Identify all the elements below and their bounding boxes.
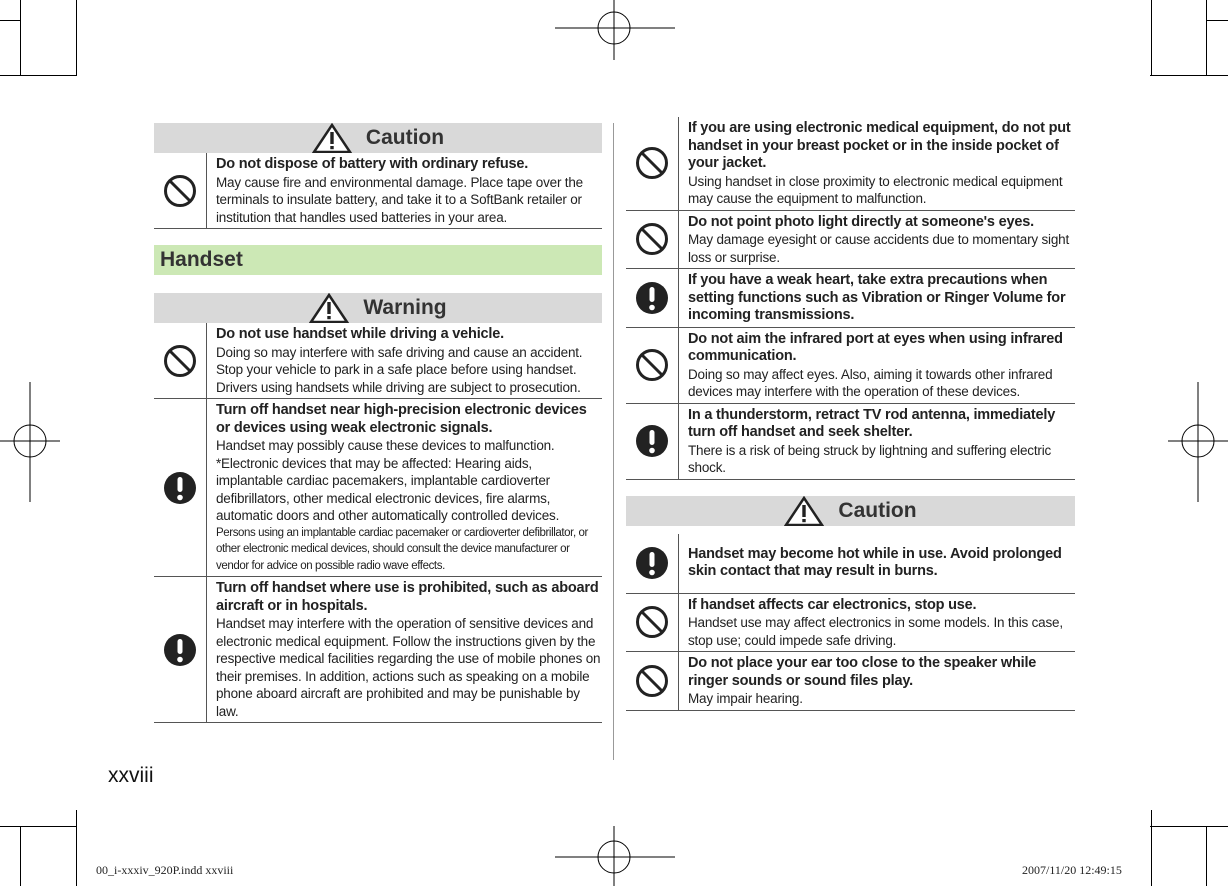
item-body: Using handset in close proximity to electronic medical equipment may cause the equipment to malfunction. — [688, 173, 1063, 206]
symbol-cell — [626, 594, 679, 652]
mandatory-action-icon — [163, 633, 197, 667]
item-title: In a thunderstorm, retract TV rod antenna, immediately turn off handset and seek shelter. — [688, 406, 1056, 440]
item-body: May cause fire and environmental damage. Place tape over the terminals to insulate battery, and take it to a SoftBank retailer or institution that handles used batteries in your area. — [216, 174, 583, 225]
item-title: Do not use handset while driving a vehicle. — [216, 326, 504, 342]
item-text — [679, 594, 1075, 652]
registration-mark-left — [0, 382, 60, 502]
item-body: May impair hearing. — [688, 691, 803, 706]
mandatory-action-icon — [635, 281, 669, 315]
item-title: If handset affects car electronics, stop use. — [688, 596, 977, 613]
prohibition-icon — [635, 348, 669, 382]
section-heading: Handset — [154, 245, 602, 275]
registration-mark-right — [1168, 382, 1228, 502]
item-text — [679, 404, 1075, 479]
list-item — [154, 399, 602, 577]
symbol-cell — [626, 211, 679, 269]
item-title: Turn off handset near high-precision electronic devices or devices using weak electronic signals. — [216, 402, 587, 436]
mandatory-action-icon — [163, 471, 197, 505]
item-body: Doing so may affect eyes. Also, aiming it towards other infrared devices may interfere with the operation of these devices. — [688, 366, 1053, 399]
item-text — [207, 399, 602, 576]
item-title: If you have a weak heart, take extra precautions when setting functions such as Vibration or Ringer Volume for incoming transmissions. — [688, 272, 1066, 323]
item-body: Handset use may affect electronics in some models. In this case, stop use; could impede safe driving. — [688, 615, 1063, 648]
list-item — [626, 211, 1075, 270]
mandatory-action-icon — [635, 546, 669, 580]
warning-triangle-icon — [784, 496, 824, 526]
registration-mark-top — [555, 0, 675, 60]
symbol-cell — [626, 269, 679, 327]
symbol-cell — [154, 153, 207, 228]
item-title: Turn off handset where use is prohibited, such as aboard aircraft or in hospitals. — [216, 580, 599, 614]
file-slug: 00_i-xxxiv_920P.indd xxviii — [96, 863, 234, 877]
item-text — [679, 269, 1075, 327]
item-title: Handset may become hot while in use. Avoid prolonged skin contact that may result in burns. — [688, 545, 1062, 579]
list-item — [154, 323, 602, 399]
list-item — [626, 117, 1075, 211]
symbol-cell — [626, 404, 679, 479]
timestamp-slug: 2007/11/20 12:49:15 — [1022, 863, 1122, 877]
item-title: Do not point photo light directly at someone's eyes. — [688, 213, 1034, 230]
prohibition-icon — [163, 344, 197, 378]
item-body: Doing so may interfere with safe driving and cause an accident. Stop your vehicle to park in a safe place before using handset. Drivers using handsets while driving are subject to prosecution. — [216, 344, 583, 395]
item-body: Handset may possibly cause these devices to malfunction. *Electronic devices that may be affected: Hearing aids, implantable cardiac pacemakers, implantable cardioverter defibrillators, other medical electronic devices, fire alarms, automatic doors and other automatically controlled devices. — [216, 438, 560, 523]
symbol-cell — [154, 399, 207, 576]
warning-band-label: Warning — [363, 296, 447, 319]
warning-triangle-icon — [312, 123, 352, 153]
symbol-cell — [154, 323, 207, 398]
right-column — [626, 117, 1075, 711]
item-text — [207, 153, 602, 228]
item-text — [679, 117, 1075, 210]
symbol-cell — [626, 117, 679, 210]
list-item — [626, 534, 1075, 594]
list-item — [626, 328, 1075, 404]
prohibition-icon — [163, 174, 197, 208]
item-title: Do not place your ear too close to the speaker while ringer sounds or sound files play. — [688, 655, 1037, 689]
caution-band-label: Caution — [365, 126, 445, 149]
symbol-cell — [154, 577, 207, 722]
column-divider — [613, 123, 614, 760]
prohibition-icon — [635, 664, 669, 698]
warning-triangle-icon — [309, 293, 349, 323]
list-item — [154, 153, 602, 229]
symbol-cell — [626, 652, 679, 710]
item-title: Do not aim the infrared port at eyes when using infrared communication. — [688, 330, 1063, 364]
list-item — [626, 594, 1075, 653]
page-number: xxviii — [108, 764, 154, 787]
prohibition-icon — [635, 146, 669, 180]
item-text — [207, 577, 602, 722]
item-text — [679, 211, 1075, 269]
warning-band — [154, 293, 602, 323]
caution-band-label: Caution — [838, 498, 917, 522]
item-body: Handset may interfere with the operation of sensitive devices and electronic medical equipment. Follow the instructions given by the respective medical facilities regarding the use of mobile phones on their premises. In addition, actions such as speaking on a mobile phone aboard aircraft are prohibited and may be punishable by law. — [216, 616, 601, 719]
item-title: If you are using electronic medical equipment, do not put handset in your breast pocket or in the inside pocket of your jacket. — [688, 120, 1071, 171]
item-text — [679, 534, 1075, 593]
registration-mark-bottom — [555, 826, 675, 886]
list-item — [626, 269, 1075, 328]
item-text — [679, 328, 1075, 403]
list-item — [154, 577, 602, 723]
prohibition-icon — [635, 605, 669, 639]
item-body: There is a risk of being struck by lightning and suffering electric shock. — [688, 442, 1052, 475]
symbol-cell — [626, 534, 679, 593]
caution-band — [154, 123, 602, 153]
spacer — [626, 480, 1075, 496]
item-body: May damage eyesight or cause accidents due to momentary sight loss or surprise. — [688, 232, 1070, 265]
caution-band — [626, 496, 1075, 526]
item-text — [207, 323, 602, 398]
item-note: Persons using an implantable cardiac pacemaker or cardioverter defibrillator, or other electronic medical devices, should consult the device manufacturer or vendor for advice on possible radio wave effects. — [216, 526, 588, 572]
list-item — [626, 652, 1075, 711]
item-text — [679, 652, 1075, 710]
prohibition-icon — [635, 222, 669, 256]
list-item — [626, 404, 1075, 480]
left-column — [154, 123, 602, 723]
symbol-cell — [626, 328, 679, 403]
mandatory-action-icon — [635, 424, 669, 458]
item-title: Do not dispose of battery with ordinary refuse. — [216, 156, 529, 172]
